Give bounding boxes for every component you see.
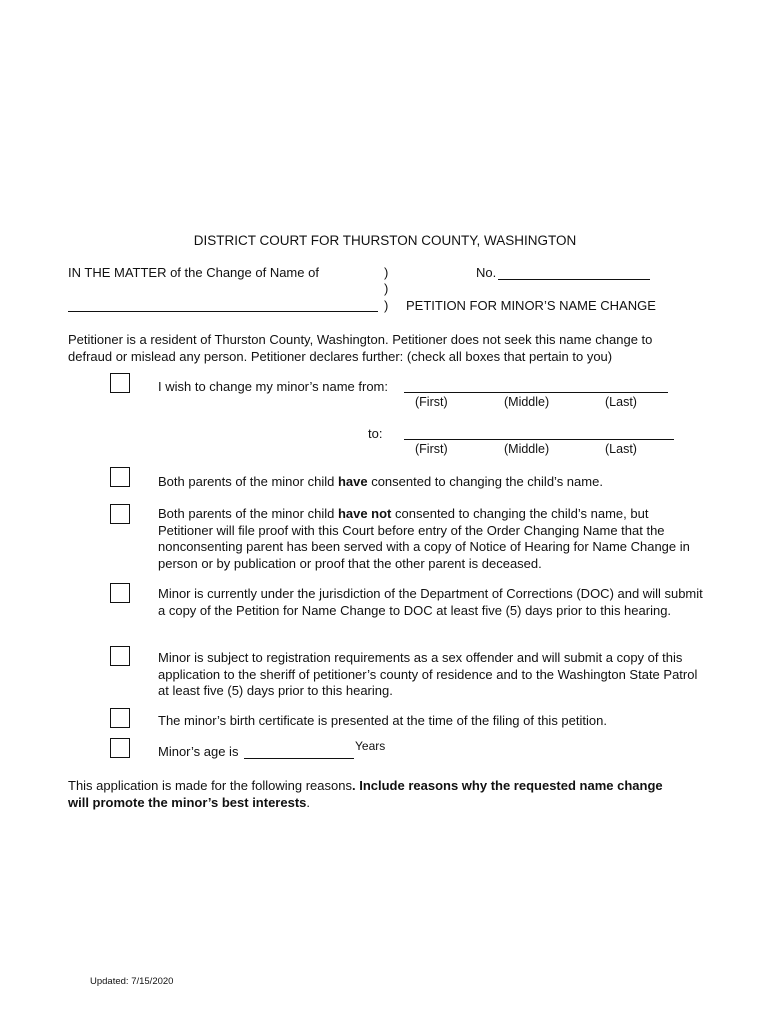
age-label: Minor’s age is — [158, 744, 239, 759]
from-middle-label: (Middle) — [504, 395, 550, 409]
sex-offender-checkbox[interactable] — [110, 646, 130, 666]
consent-text: Both parents of the minor child have consented to changing the child’s name. — [158, 474, 603, 489]
to-first-label: (First) — [415, 442, 448, 456]
to-last-label: (Last) — [605, 442, 637, 456]
from-label: I wish to change my minor’s name from: — [158, 379, 388, 394]
intro-paragraph: Petitioner is a resident of Thurston County, Washington. Petitioner does not seek this name change to defraud or mislead any person. Petitioner declares further: (check all boxes that pertain to you) — [68, 332, 653, 364]
age-line[interactable] — [244, 758, 354, 759]
caption-paren-1: ) — [384, 265, 389, 280]
petition-title: PETITION FOR MINOR’S NAME CHANGE — [406, 298, 656, 313]
case-number-line[interactable] — [498, 279, 650, 280]
matter-text: IN THE MATTER of the Change of Name of — [68, 265, 319, 280]
birth-certificate-checkbox[interactable] — [110, 708, 130, 728]
name-change-checkbox[interactable] — [110, 373, 130, 393]
from-last-label: (Last) — [605, 395, 637, 409]
birth-certificate-text: The minor’s birth certificate is presented at the time of the filing of this petition. — [158, 713, 607, 728]
no-consent-checkbox[interactable] — [110, 504, 130, 524]
court-title: DISTRICT COURT FOR THURSTON COUNTY, WASHINGTON — [193, 233, 577, 248]
reasons-paragraph: This application is made for the following reasons. Include reasons why the requested name change will promote the minor’s best interests. — [68, 778, 663, 810]
doc-checkbox[interactable] — [110, 583, 130, 603]
caption-paren-3: ) — [384, 298, 389, 313]
no-consent-text: Both parents of the minor child have not consented to changing the child’s name, but Petitioner will file proof with this Court before entry of the Order Changing Name that the nonconsenting parent has been served with a copy of Notice of Hearing for Name Change in person or by publication or proof that the other parent is deceased. — [158, 506, 690, 571]
to-middle-label: (Middle) — [504, 442, 550, 456]
sex-offender-text: Minor is subject to registration requirements as a sex offender and will submit a copy of this application to the sheriff of petitioner’s county of residence and to the Washington State Patrol at least five (5) days prior to this hearing. — [158, 650, 698, 698]
to-name-line[interactable] — [404, 439, 674, 440]
age-checkbox[interactable] — [110, 738, 130, 758]
case-number-label: No. — [476, 265, 497, 280]
footer-updated: Updated: 7/15/2020 — [90, 976, 174, 987]
age-unit: Years — [355, 739, 386, 753]
from-name-line[interactable] — [404, 392, 668, 393]
consent-checkbox[interactable] — [110, 467, 130, 487]
to-label: to: — [368, 426, 383, 441]
caption-paren-2: ) — [384, 281, 389, 296]
from-first-label: (First) — [415, 395, 448, 409]
name-of-line[interactable] — [68, 311, 378, 312]
doc-text: Minor is currently under the jurisdiction of the Department of Corrections (DOC) and will submit a copy of the Petition for Name Change to DOC at least five (5) days prior to this hearing. — [158, 586, 703, 618]
